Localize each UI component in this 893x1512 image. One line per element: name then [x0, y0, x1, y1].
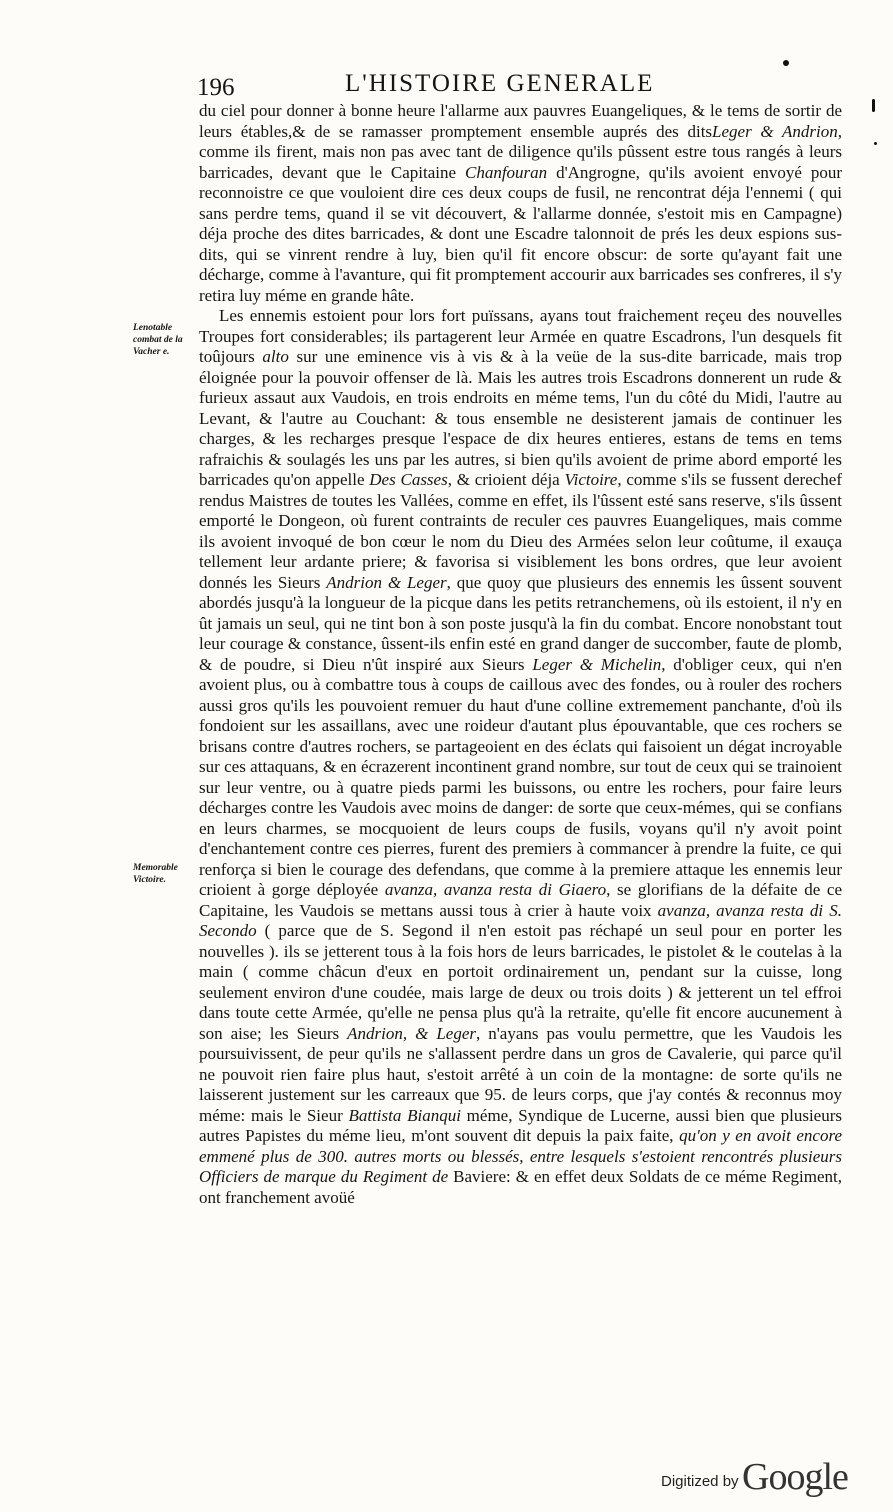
text-run: Andrion, & Leger: [347, 1023, 476, 1043]
text-run: sur une eminence vis à vis & à la veüe de la sus-dite barricade, mais trop éloignée pour la pouvoir offenser de là. Mais les autres trois Escadrons donnerent un rude & furieux assaut aux Vaudois, en trois endroits en méme tems, l'un du côté du Midi, l'autre au Levant, & l'autre au Couchant: & tous ensemble ne desisterent jamais de continuer les charges, & les recharges presque l'espace de dix heures entieres, estans de tems en tems rafraichis & soulagés les uns par les autres, si bien qu'ils avoient de prime abord emporté les barricades qu'on appelle: [199, 347, 843, 489]
text-run: Baviere: & en effet deux Soldats de ce méme Regiment, ont franchement avoüé: [199, 1167, 842, 1207]
text-run: méme, Syndique de Lucerne, aussi bien que plusieurs autres Papistes du méme lieu, m'ont souvent dit depuis la paix faite,: [199, 1105, 842, 1145]
text-run: du ciel pour donner à bonne heure l'allarme aux pauvres Euangeliques, & le tems de sortir de leurs étables,& de se ramasser promptement ensemble auprés des dits: [199, 101, 842, 141]
text-run: avanza, avanza resta di S. Secondo: [199, 900, 842, 940]
text-run: , & crioient déja: [447, 470, 565, 489]
paragraph-1: [199, 101, 842, 306]
ink-mark-dot: [783, 60, 789, 66]
ink-mark-stroke: [872, 99, 875, 112]
margin-note-memorable-victory: Memorable Victoire.: [133, 863, 178, 885]
page-number: 196: [197, 74, 235, 101]
text-run: Des Casses: [369, 470, 448, 489]
text-run: Chanfouran: [464, 162, 548, 182]
text-run: , se glorifians de la défaite de ce Capitaine, les Vaudois se mettans aussi tous à crier à haute voix: [199, 880, 842, 920]
text-run: avanza, avanza resta di Giaero: [384, 880, 607, 899]
text-run: ( parce que de S. Segond il n'en estoit pas réchapé un seul pour en porter les nouvelles ). ils se jetterent tous à la fois hors de leurs barricades, le pistolet & le coutelas à la main ( comme châcun d'eux en portoit ordinairement un, pendant sur la cuisse, long seulement environ d'une coudée, mais large de deux ou trois doits ) & jetterent un tel effroi dans toute cette Armée, qu'elle ne pensa plus qu'à la retraite, qu'elle fit encore aucunement à son aise; les Sieurs: [199, 921, 842, 1043]
body-text: [199, 101, 842, 1208]
text-run: , comme s'ils se fussent derechef rendus Maistres de toutes les Vallées, comme en effet, ils l'ûssent esté sans reserve, s'ils ûssent emporté le Dongeon, où furent contraints de reculer ces pauvres Euangeliques, mais comme ils avoient invoqué de bon cœur le nom du Dieu des Armées selon leur coûtume, il exauça tellement leur ardante priere; & favorisa si visiblement les bons ordres, que leur avoient donnés les Sieurs: [199, 470, 842, 592]
text-run: , d'obliger ceux, qui n'en avoient plus, ou à combattre tous à coups de caillous avec des fondes, ou à rouler des rochers aussi gros qu'ils les pouvoient remuer du haut d'une colline extremement panchante, d'où ils fondoient sur les assaillans, avec une roideur d'autant plus épouvantable, que ces rochers se brisans contre d'autres rochers, se partageoient en des éclats qui faisoient un dégat incroyable sur ces attaquans, & en écrazerent incontinent grand nombre, sur tout de ceux qui se trainoient sur leur ventre, ou à quatre pieds parmi les buissons, ou entre les rochers, pour faire leurs décharges contre les Vaudois avec moins de danger: de sorte que ceux-mémes, qui se confians en leurs charmes, se mocquoient de leurs coups de fusils, voyans qu'il n'y avoit point d'enchantement contre ces pierres, furent des premiers à commancer à prendre la fuite, ce qui renforça si bien le courage des defendans, que comme à la premiere attaque les ennemis leur crioient à gorge déployée: [199, 654, 842, 899]
text-run: Victoire: [564, 470, 618, 489]
ink-mark-small: [874, 142, 877, 145]
text-run: Leger & Andrion: [712, 121, 838, 141]
text-run: d'Angrogne, qu'ils avoient envoyé pour reconnoistre ce que vouloient dire ces deux coups de fusil, ne rencontrat déja l'ennemi ( qui sans perdre tems, quand il se vit découvert, & l'allarme donnée, s'estoit mis en Campagne) déja proche des dites barricades, & dont une Escadre talonnoit de prés les deux espions sus-dits, qui se vinrent rendre à luy, bien qu'il fit encore obscur: de sorte qu'ayant fait une décharge, comme à l'avanture, qui fit promptement accourir aux barricades ses confreres, il s'y retira luy méme en grande hâte.: [199, 162, 842, 305]
text-run: , comme ils firent, mais non pas avec tant de diligence qu'ils pûssent estre tous rangés à leurs barricades, devant que le Capitaine: [199, 121, 842, 182]
text-run: qu'on y en avoit encore emmené plus de 300. autres morts ou blessés, entre lesquels s'estoient rencontrés plusieurs Officiers de marque du Regiment de: [199, 1126, 842, 1186]
digitized-by-label: Digitized by: [661, 1473, 739, 1490]
text-run: Andrion & Leger: [326, 572, 447, 592]
text-run: Leger & Michelin: [532, 654, 662, 674]
text-run: alto: [262, 347, 289, 366]
text-run: , que quoy que plusieurs des ennemis les ûssent souvent abordés jusqu'à la longueur de la picque dans les petits retranchemens, où ils estoient, il n'y en ût jamais un seul, qui ne tint bon à son poste jusqu'à la fin du combat. Encore nonobstant tout leur courage & constance, ûssent-ils enfin esté en grand danger de succomber, faute de plomb, & de poudre, si Dieu n'ût inspiré aux Sieurs: [199, 572, 843, 674]
text-run: Les ennemis estoient pour lors fort puïssans, ayans tout fraichement reçeu des nouvelles Troupes fort considerables; ils partagerent leur Armée en quatre Escadrons, l'un desquels fit toûjours: [199, 306, 842, 366]
google-logo: Google: [742, 1456, 848, 1498]
running-head: L'HISTOIRE GENERALE: [345, 70, 655, 97]
paragraph-2: [199, 306, 842, 1208]
text-run: , n'ayans pas voulu permettre, que les Vaudois les poursuivissent, de peur qu'ils ne s'allassent perdre dans un gros de Cavalerie, qui parce qu'il ne pouvoit rien faire plus haut, s'estoit arrêté à un coin de la montagne: de sorte qu'ils ne laisserent justement sur les carreaux que 95. de leurs corps, que j'ay contés & reconnus moy méme: mais le Sieur: [199, 1023, 843, 1125]
margin-note-notable-combat: Lenotable combat de la Vacher e.: [133, 323, 183, 357]
text-run: Battista Bianqui: [348, 1105, 461, 1125]
